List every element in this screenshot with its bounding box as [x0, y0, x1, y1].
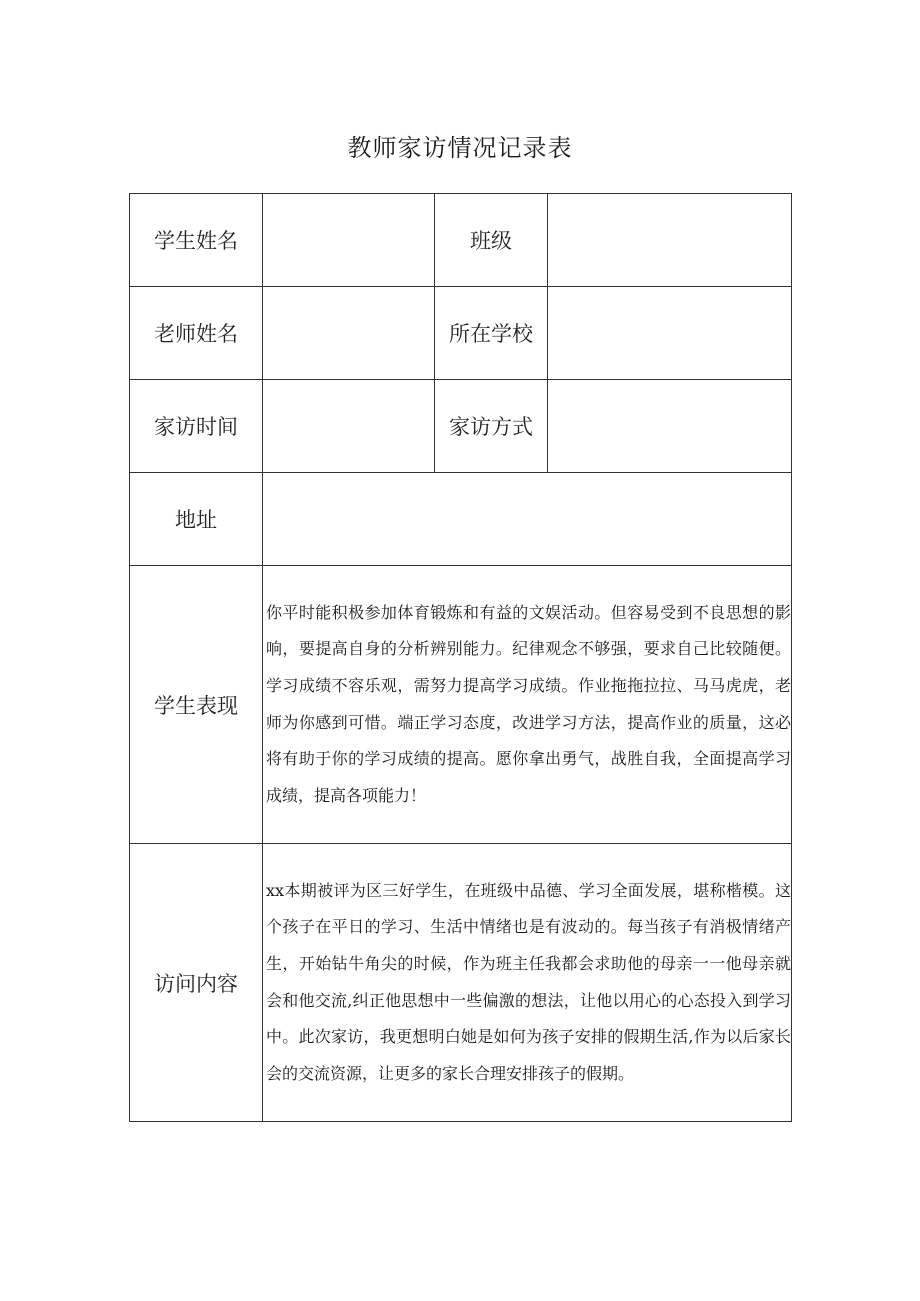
table-row-visit-info	[130, 380, 792, 473]
table-row-student	[130, 194, 792, 287]
visit-time-label: 家访时间	[130, 380, 263, 473]
page-title: 教师家访情况记录表	[347, 134, 573, 162]
visit-content-cell	[263, 844, 792, 1122]
table-row-address	[130, 473, 792, 566]
table-row-performance	[130, 566, 792, 844]
table-row-teacher	[130, 287, 792, 380]
performance-text: 你平时能积极参加体育锻炼和有益的文娱活动。但容易受到不良思想的影响，要提高自身的分析辨别能力。纪律观念不够强，要求自己比较随便。学习成绩不容乐观，需努力提高学习成绩。作业拖拖拉拉、马马虎虎，老师为你感到可惜。端正学习态度，改进学习方法，提高作业的质量，这必将有助于你的学习成绩的提高。愿你拿出勇气，战胜自我，全面提高学习成绩，提高各项能力！	[266, 602, 791, 805]
visit-time-field[interactable]	[263, 380, 435, 473]
visit-content-label: 访问内容	[130, 844, 263, 1122]
visit-method-label: 家访方式	[435, 380, 548, 473]
home-visit-record-table	[129, 193, 792, 1122]
class-field[interactable]	[548, 194, 792, 287]
address-field[interactable]	[263, 473, 792, 566]
visit-method-field[interactable]	[548, 380, 792, 473]
teacher-name-field[interactable]	[263, 287, 435, 380]
teacher-name-label: 老师姓名	[130, 287, 263, 380]
student-name-field[interactable]	[263, 194, 435, 287]
student-name-label: 学生姓名	[130, 194, 263, 287]
address-label: 地址	[130, 473, 263, 566]
table-row-visit-content	[130, 844, 792, 1122]
class-label: 班级	[435, 194, 548, 287]
visit-content-text: xx本期被评为区三好学生，在班级中品德、学习全面发展，堪称楷模。这个孩子在平日的学习、生活中情绪也是有波动的。每当孩子有消极情绪产生，开始钻牛角尖的时候，作为班主任我都会求助他的母亲一一他母亲就会和他交流,纠正他思想中一些偏激的想法，让他以用心的心态投入到学习中。此次家访，我更想明白她是如何为孩子安排的假期生活,作为以后家长会的交流资源，让更多的家长合理安排孩子的假期。	[266, 880, 791, 1083]
school-label: 所在学校	[435, 287, 548, 380]
school-field[interactable]	[548, 287, 792, 380]
performance-label: 学生表现	[130, 566, 263, 844]
performance-cell	[263, 566, 792, 844]
